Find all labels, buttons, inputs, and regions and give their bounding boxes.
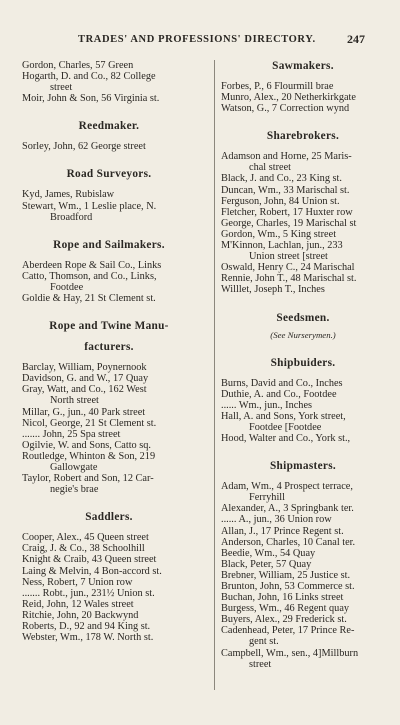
entry-continuation: street — [50, 82, 73, 94]
directory-entry — [221, 503, 385, 514]
section-heading: Sharebrokers. — [266, 130, 340, 143]
entry-line: Sorley, John, 62 George street — [22, 141, 146, 153]
directory-entry — [221, 229, 385, 240]
directory-entry — [22, 577, 196, 588]
entry-line: Oswald, Henry C., 24 Marischal — [221, 262, 355, 274]
directory-entry — [22, 93, 196, 104]
directory-entry — [221, 548, 385, 559]
directory-entry — [221, 603, 385, 614]
directory-entry — [221, 240, 385, 262]
directory-entry — [221, 92, 385, 103]
running-header — [0, 28, 400, 48]
directory-section — [221, 357, 385, 445]
entry-line: Duthie, A. and Co., Footdee — [221, 388, 337, 400]
entry-continuation: North street — [50, 395, 99, 407]
directory-entry — [221, 537, 385, 548]
entry-line: Fletcher, Robert, 17 Huxter row — [221, 206, 353, 218]
directory-entry — [221, 648, 385, 670]
directory-entry — [22, 610, 196, 621]
directory-section — [221, 460, 385, 670]
directory-entry — [22, 384, 196, 406]
entry-line: Webster, Wm., 178 W. North st. — [22, 632, 154, 644]
directory-entry — [22, 362, 196, 373]
directory-section — [22, 239, 196, 304]
entry-line: Routledge, Whinton & Son, 219 — [22, 450, 156, 462]
directory-entry — [221, 625, 385, 647]
directory-entry — [221, 196, 385, 207]
entry-line: Moir, John & Son, 56 Virginia st. — [22, 93, 160, 105]
entry-line: Adamson and Horne, 25 Maris- — [221, 151, 352, 163]
section-heading: Road Surveyors. — [66, 168, 152, 181]
entry-line: ....... Robt., jun., 231½ Union st. — [22, 587, 155, 599]
right-column — [214, 60, 385, 690]
directory-section — [22, 511, 196, 643]
entry-continuation: Gallowgate — [50, 461, 98, 473]
entry-line: Ogilvie, W. and Sons, Catto sq. — [22, 439, 152, 451]
entry-line: Ritchie, John, 20 Backwynd — [22, 609, 139, 621]
entry-continuation: gent st. — [249, 636, 279, 648]
entry-line: Catto, Thomson, and Co., Links, — [22, 270, 157, 282]
entry-line: ...... Wm., jun., Inches — [221, 399, 313, 411]
directory-entry — [221, 592, 385, 603]
directory-entry — [22, 554, 196, 565]
entry-line: George, Charles, 19 Marischal st — [221, 217, 357, 229]
entry-line: Alexander, A., 3 Springbank ter. — [221, 503, 354, 515]
directory-entry — [221, 411, 385, 433]
directory-entry — [221, 185, 385, 196]
directory-entry — [221, 262, 385, 273]
entry-line: Munro, Alex., 20 Netherkirkgate — [221, 92, 356, 104]
directory-entry — [221, 526, 385, 537]
entry-line: Cooper, Alex., 45 Queen street — [22, 532, 149, 544]
directory-entry — [221, 173, 385, 184]
entry-line: Black, J. and Co., 23 King st. — [221, 173, 342, 185]
directory-entry — [22, 260, 196, 271]
directory-entry — [221, 378, 385, 389]
directory-entry — [22, 271, 196, 293]
cross-reference-note: (See Nurserymen.) — [270, 329, 336, 340]
entry-line: Buyers, Alex., 29 Frederick st. — [221, 614, 347, 626]
section-heading-continuation: facturers. — [84, 341, 134, 354]
directory-entry — [22, 141, 196, 152]
page-title: TRADES' AND PROFESSIONS' DIRECTORY. — [78, 34, 316, 45]
directory-entry — [22, 60, 196, 71]
entry-line: Hood, Walter and Co., York st., — [221, 433, 351, 445]
entry-line: Knight & Craib, 43 Queen street — [22, 554, 157, 566]
directory-section — [221, 312, 385, 341]
entry-line: Duncan, Wm., 33 Marischal st. — [221, 184, 350, 196]
entry-line: Gordon, Charles, 57 Green — [22, 60, 134, 71]
entry-line: Ferguson, John, 84 Union st. — [221, 195, 340, 207]
entry-line: Brunton, John, 53 Commerce st. — [221, 581, 355, 592]
entry-line: Craig, J. & Co., 38 Schoolhill — [22, 543, 145, 555]
directory-entry — [221, 151, 385, 173]
entry-line: Willlet, Joseph T., Inches — [221, 284, 325, 296]
directory-entry — [22, 566, 196, 577]
section-heading: Sawmakers. — [272, 60, 334, 72]
section-heading: Shipbuiders. — [270, 356, 336, 369]
directory-entry — [221, 400, 385, 411]
directory-entry — [22, 451, 196, 473]
directory-entry — [22, 473, 196, 495]
entry-line: Stewart, Wm., 1 Leslie place, N. — [22, 200, 157, 212]
directory-entry — [221, 481, 385, 503]
entry-line: Allan, J., 17 Prince Regent st. — [221, 525, 344, 537]
page-number: 247 — [347, 32, 365, 46]
entry-line: Ness, Robert, 7 Union row — [22, 576, 133, 588]
entry-line: Laing & Melvin, 4 Bon-accord st. — [22, 565, 162, 577]
entry-line: M'Kinnon, Lachlan, jun., 233 — [221, 240, 343, 252]
directory-entry — [22, 293, 196, 304]
directory-section — [22, 320, 196, 495]
entry-line: ...... A., jun., 36 Union row — [221, 514, 332, 526]
entry-line: ....... John, 25 Spa street — [22, 428, 121, 440]
entry-continuation: Union street [street — [249, 251, 328, 263]
entry-line: Goldie & Hay, 21 St Clement st. — [22, 293, 156, 305]
entry-continuation: negie's brae — [50, 484, 99, 496]
directory-entry — [221, 581, 385, 592]
directory-entry — [22, 543, 196, 554]
entry-line: Cadenhead, Peter, 17 Prince Re- — [221, 625, 355, 637]
directory-entry — [22, 599, 196, 610]
section-heading: Saddlers. — [85, 511, 133, 524]
entry-line: Kyd, James, Rubislaw — [22, 189, 115, 201]
entry-line: Campbell, Wm., sen., 4]Millburn — [221, 647, 359, 659]
section-heading: Reedmaker. — [78, 120, 140, 133]
entry-line: Forbes, P., 6 Flourmill brae — [221, 81, 334, 92]
entry-line: Burgess, Wm., 46 Regent quay — [221, 603, 350, 615]
entry-line: Anderson, Charles, 10 Canal ter. — [221, 536, 356, 548]
section-heading: Shipmasters. — [269, 460, 337, 473]
section-heading: Rope and Sailmakers. — [53, 238, 165, 251]
entry-line: Watson, G., 7 Correction wynd — [221, 103, 350, 115]
entry-line: Brebner, William, 25 Justice st. — [221, 569, 351, 581]
directory-entry — [22, 201, 196, 223]
entry-line: Gray, Watt, and Co., 162 West — [22, 384, 147, 396]
directory-section — [22, 168, 196, 222]
directory-section — [221, 130, 385, 295]
directory-entry — [22, 532, 196, 543]
entry-line: Gordon, Wm., 5 King street — [221, 228, 337, 240]
directory-entry — [221, 559, 385, 570]
directory-section — [22, 120, 196, 152]
entry-continuation: chal street — [249, 162, 292, 174]
directory-entry — [221, 218, 385, 229]
directory-entry — [221, 207, 385, 218]
directory-entry — [22, 588, 196, 599]
directory-entry — [22, 71, 196, 93]
entry-line: Hogarth, D. and Co., 82 College — [22, 71, 156, 83]
directory-entry — [221, 284, 385, 295]
entry-line: Nicol, George, 21 St Clement st. — [22, 417, 157, 429]
section-heading: Rope and Twine Manu- — [49, 320, 169, 333]
directory-entry — [22, 440, 196, 451]
directory-entry — [22, 632, 196, 643]
directory-entry — [221, 81, 385, 92]
directory-entry — [22, 621, 196, 632]
directory-entry — [221, 389, 385, 400]
directory-entry — [221, 103, 385, 114]
directory-entry — [221, 614, 385, 625]
entry-line: Buchan, John, 16 Links street — [221, 592, 344, 604]
entry-continuation: Broadford — [50, 211, 93, 223]
directory-entry — [22, 373, 196, 384]
directory-entry — [221, 273, 385, 284]
entry-line: Black, Peter, 57 Quay — [221, 558, 312, 570]
left-column — [22, 60, 196, 643]
entry-line: Burns, David and Co., Inches — [221, 377, 343, 389]
directory-section — [221, 60, 385, 114]
directory-entry — [221, 433, 385, 444]
entry-line: Roberts, D., 92 and 94 King st. — [22, 621, 151, 632]
entry-continuation: Footdee [Footdee — [249, 421, 322, 433]
directory-entry — [22, 407, 196, 418]
directory-entry — [221, 514, 385, 525]
entry-continuation: Footdee — [50, 281, 84, 293]
entry-line: Reid, John, 12 Wales street — [22, 598, 134, 610]
directory-entry — [22, 429, 196, 440]
entry-continuation: street — [249, 658, 272, 670]
directory-entry — [22, 418, 196, 429]
entry-line: Adam, Wm., 4 Prospect terrace, — [221, 481, 353, 493]
entry-line: Rennie, John T., 48 Marischal st. — [221, 273, 357, 285]
directory-entry — [22, 189, 196, 200]
entry-line: Millar, G., jun., 40 Park street — [22, 406, 146, 418]
section-heading: Seedsmen. — [276, 311, 330, 324]
entry-line: Barclay, William, Poynernook — [22, 362, 147, 374]
directory-entry — [221, 570, 385, 581]
entry-continuation: Ferryhill — [249, 492, 286, 504]
entry-line: Beedie, Wm., 54 Quay — [221, 547, 316, 559]
entry-line: Davidson, G. and W., 17 Quay — [22, 373, 149, 385]
entry-line: Hall, A. and Sons, York street, — [221, 410, 346, 422]
entry-line: Taylor, Robert and Son, 12 Car- — [22, 473, 154, 485]
entry-line: Aberdeen Rope & Sail Co., Links — [22, 259, 162, 271]
